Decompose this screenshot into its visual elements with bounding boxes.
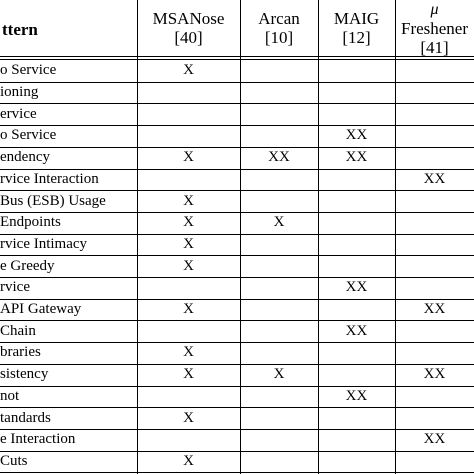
detection-mark [318,234,395,256]
detection-mark [240,60,318,82]
tool-column-header [395,0,474,56]
header-line: μ [430,0,439,18]
pattern-name: ioning [0,84,39,101]
detection-mark [240,299,318,321]
pattern-name: e Greedy [0,257,55,274]
detection-mark: X [273,214,285,231]
header-line: Arcan [258,9,300,28]
pattern-name: tandards [0,409,51,426]
detection-mark [395,234,474,256]
detection-mark [395,407,474,429]
detection-mark: X [183,344,194,361]
detection-mark [395,451,474,473]
detection-mark: X [183,301,194,318]
tool-column-header [318,0,395,56]
detection-mark [240,169,318,191]
pattern-name: Cuts [0,452,28,469]
detection-mark: XX [345,387,368,404]
pattern-name: Chain [0,322,36,339]
detection-mark [137,82,240,104]
detection-mark: X [183,366,194,383]
detection-mark: XX [423,170,446,187]
detection-mark [240,342,318,364]
detection-mark [395,342,474,364]
detection-mark [395,125,474,147]
detection-mark [240,125,318,147]
header-line: Freshener [400,18,469,38]
pattern-name: o Service [0,62,57,79]
detection-mark [137,125,240,147]
detection-mark: XX [423,301,446,318]
pattern-name: o Service [0,127,57,144]
detection-mark: X [183,62,194,79]
detection-mark [137,386,240,408]
detection-mark: X [183,149,194,166]
detection-mark: X [183,409,194,426]
detection-mark [395,147,474,169]
detection-mark [137,429,240,451]
pattern-name: rvice Interaction [0,170,99,187]
detection-mark [318,212,395,234]
header-line: MSANose [152,9,225,28]
header-line: [41] [420,37,449,57]
header-line: [12] [342,28,371,47]
detection-mark [137,103,240,125]
detection-mark [240,407,318,429]
detection-mark [318,451,395,473]
detection-mark [395,277,474,299]
detection-mark: XX [345,127,368,144]
detection-mark: XX [268,149,290,166]
header-line: [10] [264,28,294,47]
detection-mark [240,277,318,299]
detection-mark: X [183,192,194,209]
detection-mark: XX [423,431,446,448]
detection-mark [240,320,318,342]
detection-mark [395,255,474,277]
detection-mark [240,429,318,451]
pattern-name: rvice [0,279,30,296]
detection-mark: XX [345,279,368,296]
detection-mark [137,169,240,191]
detection-mark [318,299,395,321]
detection-mark [318,60,395,82]
detection-mark: X [183,452,194,469]
detection-mark [395,60,474,82]
detection-mark [318,169,395,191]
detection-mark: XX [423,366,446,383]
detection-mark: X [183,214,194,231]
detection-mark [395,190,474,212]
detection-mark [318,103,395,125]
pattern-name: Endpoints [0,214,61,231]
detection-mark [240,386,318,408]
tool-column-header [240,0,318,56]
detection-mark [318,255,395,277]
detection-mark [240,103,318,125]
detection-mark [240,234,318,256]
pattern-name: rvice Intimacy [0,235,88,252]
pattern-name: sistency [0,366,49,383]
detection-mark [318,364,395,386]
detection-mark [318,82,395,104]
pattern-name: braries [0,344,41,361]
detection-mark: X [183,235,194,252]
pattern-name: Bus (ESB) Usage [0,192,106,209]
detection-mark [395,103,474,125]
pattern-name: e Interaction [0,431,76,448]
detection-mark [318,407,395,429]
detection-mark [395,82,474,104]
pattern-name: ervice [0,105,37,122]
detection-mark [240,190,318,212]
detection-mark [137,277,240,299]
pattern-column-header: ttern [2,20,38,39]
header-line: MAIG [333,9,380,28]
detection-mark [395,386,474,408]
detection-mark [395,212,474,234]
detection-mark: XX [345,149,368,166]
detection-mark [240,451,318,473]
detection-mark [240,82,318,104]
detection-mark [137,320,240,342]
detection-mark [318,342,395,364]
pattern-name: not [0,387,20,404]
pattern-name: endency [0,149,50,166]
detection-mark [240,255,318,277]
detection-mark: XX [345,322,368,339]
pattern-name: API Gateway [0,301,82,318]
detection-mark [318,190,395,212]
detection-mark: X [273,366,285,383]
detection-mark [318,429,395,451]
detection-mark [395,320,474,342]
header-line: [40] [174,28,203,47]
detection-mark: X [183,257,194,274]
tool-column-header [137,0,240,56]
